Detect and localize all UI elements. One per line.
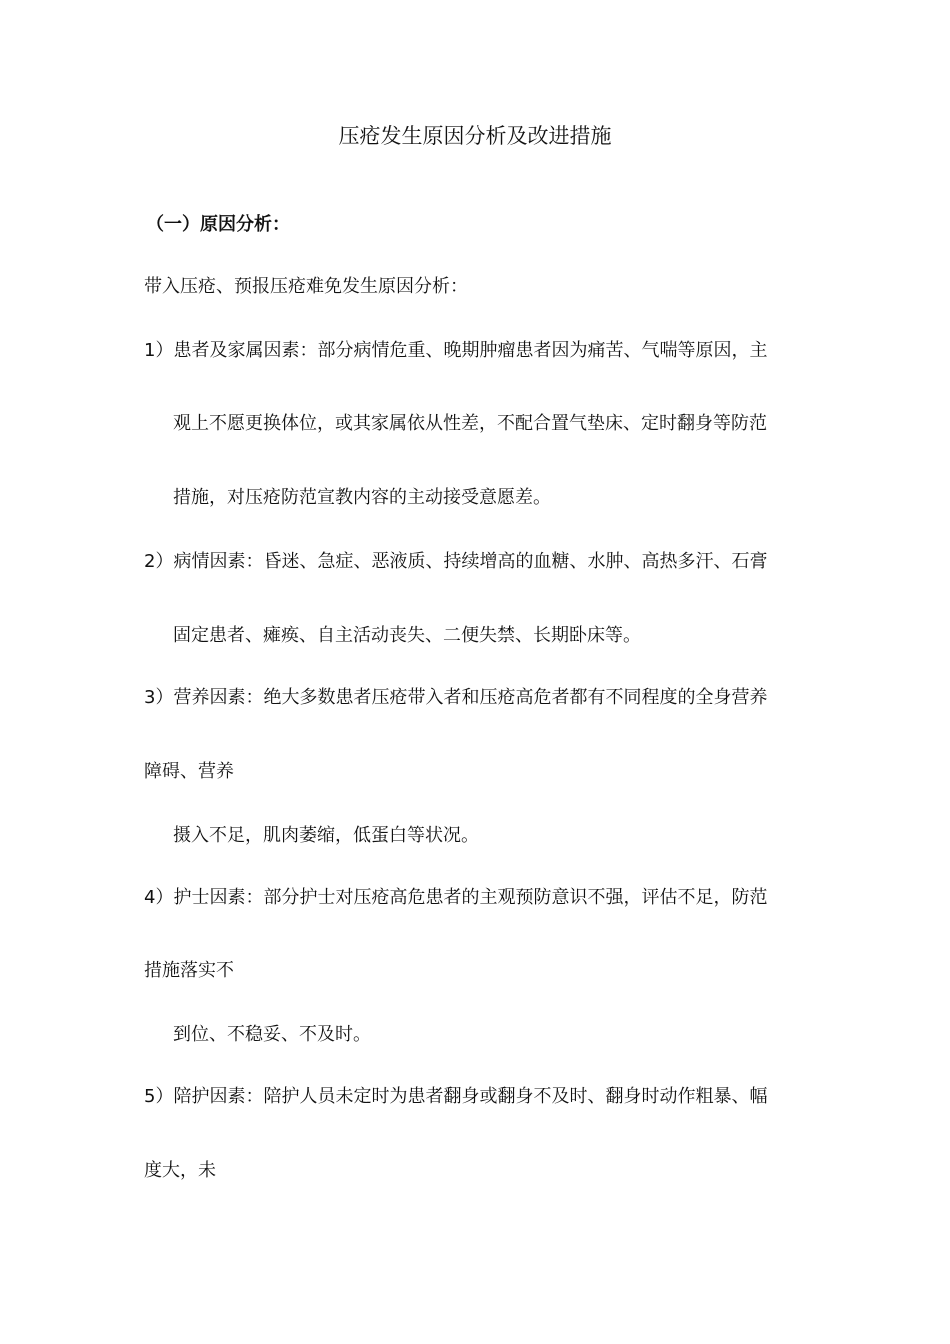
intro-paragraph: 带入压疮、预报压疮难免发生原因分析：: [144, 276, 468, 297]
paragraph-line: 观上不愿更换体位，或其家属依从性差，不配合置气垫床、定时翻身等防范: [173, 413, 767, 434]
paragraph-line: 障碍、营养: [144, 761, 234, 782]
paragraph-line: 2）病情因素：昏迷、急症、恶液质、持续增高的血糖、水肿、高热多汗、石膏: [144, 551, 768, 572]
paragraph-line: 到位、不稳妥、不及时。: [173, 1024, 371, 1045]
paragraph-line: 措施落实不: [144, 960, 234, 981]
document-title: 压疮发生原因分析及改进措施: [338, 124, 612, 148]
paragraph-line: 4）护士因素：部分护士对压疮高危患者的主观预防意识不强，评估不足，防范: [144, 887, 768, 908]
section-heading: （一）原因分析：: [146, 214, 290, 235]
paragraph-line: 摄入不足，肌肉萎缩，低蛋白等状况。: [173, 825, 479, 846]
paragraph-line: 度大，未: [144, 1160, 216, 1181]
paragraph-line: 措施，对压疮防范宣教内容的主动接受意愿差。: [173, 487, 551, 508]
paragraph-line: 5）陪护因素：陪护人员未定时为患者翻身或翻身不及时、翻身时动作粗暴、幅: [144, 1086, 768, 1107]
paragraph-line: 1）患者及家属因素：部分病情危重、晚期肿瘤患者因为痛苦、气喘等原因，主: [144, 340, 768, 361]
paragraph-line: 固定患者、瘫痪、自主活动丧失、二便失禁、长期卧床等。: [173, 625, 641, 646]
paragraph-line: 3）营养因素：绝大多数患者压疮带入者和压疮高危者都有不同程度的全身营养: [144, 687, 768, 708]
